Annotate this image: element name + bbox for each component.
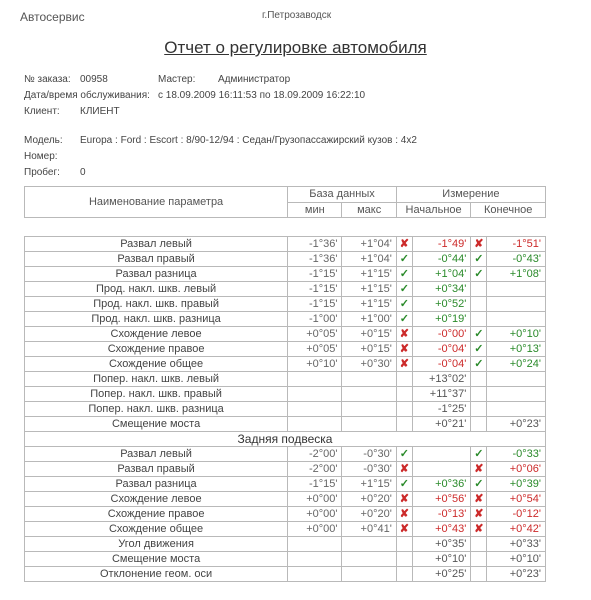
initial-value: +0°21' — [412, 417, 471, 432]
initial-mark: ✓ — [396, 282, 412, 297]
table-row — [25, 312, 546, 327]
final-value: -0°33' — [487, 447, 546, 462]
final-value: +0°23' — [487, 417, 546, 432]
table-row — [25, 282, 546, 297]
final-value: -0°43' — [487, 252, 546, 267]
table-row — [25, 252, 546, 267]
initial-value: +0°34' — [412, 282, 471, 297]
initial-mark: ✘ — [396, 492, 412, 507]
number-label: Номер: — [24, 151, 58, 162]
initial-value: -1°49' — [412, 237, 471, 252]
alignment-table — [24, 186, 546, 582]
db-min: -1°15' — [288, 477, 342, 492]
final-mark: ✘ — [471, 237, 487, 252]
db-min: +0°00' — [288, 522, 342, 537]
param-name: Прод. накл. шкв. разница — [25, 312, 288, 327]
db-max — [342, 552, 396, 567]
order-label: № заказа: — [24, 74, 71, 85]
client-label: Клиент: — [24, 106, 60, 117]
client-name: КЛИЕНТ — [80, 106, 120, 117]
db-max: +1°04' — [342, 252, 396, 267]
param-name: Отклонение геом. оси — [25, 567, 288, 582]
service-datetime: с 18.09.2009 16:11:53 по 18.09.2009 16:22:10 — [158, 90, 366, 101]
table-row — [25, 507, 546, 522]
db-max — [342, 537, 396, 552]
table-row — [25, 462, 546, 477]
final-mark: ✓ — [471, 252, 487, 267]
final-value: +0°42' — [487, 522, 546, 537]
initial-value: +0°43' — [412, 522, 471, 537]
master-name: Администратор — [218, 74, 291, 85]
initial-mark — [396, 567, 412, 582]
initial-value: -0°13' — [412, 507, 471, 522]
initial-mark — [396, 372, 412, 387]
table-row — [25, 267, 546, 282]
datetime-label: Дата/время обслуживания: — [24, 90, 150, 101]
city: г.Петрозаводск — [262, 10, 332, 21]
param-name: Угол движения — [25, 537, 288, 552]
db-min — [288, 402, 342, 417]
db-max — [342, 402, 396, 417]
initial-value: -0°04' — [412, 342, 471, 357]
final-mark — [471, 372, 487, 387]
initial-value: +0°25' — [412, 567, 471, 582]
db-min: +0°10' — [288, 357, 342, 372]
final-mark: ✘ — [471, 507, 487, 522]
db-min: -2°00' — [288, 447, 342, 462]
db-max: +1°04' — [342, 237, 396, 252]
initial-value: +0°52' — [412, 297, 471, 312]
model-label: Модель: — [24, 135, 63, 146]
param-name: Прод. накл. шкв. левый — [25, 282, 288, 297]
final-mark: ✓ — [471, 357, 487, 372]
param-name: Попер. накл. шкв. левый — [25, 372, 288, 387]
initial-mark: ✘ — [396, 462, 412, 477]
db-min — [288, 387, 342, 402]
col-min-header: мин — [288, 202, 342, 218]
initial-mark — [396, 552, 412, 567]
col-initial-header: Начальное — [396, 202, 471, 218]
param-name: Схождение общее — [25, 522, 288, 537]
master-label: Мастер: — [158, 74, 196, 85]
table-row — [25, 537, 546, 552]
db-max: +0°15' — [342, 327, 396, 342]
final-mark: ✓ — [471, 447, 487, 462]
db-min: -1°36' — [288, 252, 342, 267]
final-mark: ✓ — [471, 327, 487, 342]
param-name: Развал разница — [25, 267, 288, 282]
final-mark — [471, 417, 487, 432]
param-name: Развал левый — [25, 447, 288, 462]
param-name: Схождение общее — [25, 357, 288, 372]
db-min — [288, 417, 342, 432]
col-max-header: макс — [342, 202, 396, 218]
initial-value — [412, 447, 471, 462]
table-row — [25, 447, 546, 462]
db-min: -2°00' — [288, 462, 342, 477]
param-name: Развал правый — [25, 252, 288, 267]
db-max: +0°30' — [342, 357, 396, 372]
initial-mark: ✓ — [396, 267, 412, 282]
db-max: +0°20' — [342, 492, 396, 507]
db-max — [342, 372, 396, 387]
final-value: +0°33' — [487, 537, 546, 552]
initial-value: +0°36' — [412, 477, 471, 492]
db-max: -0°30' — [342, 447, 396, 462]
final-value — [487, 402, 546, 417]
param-name: Попер. накл. шкв. разница — [25, 402, 288, 417]
final-value — [487, 297, 546, 312]
final-value — [487, 312, 546, 327]
vehicle-model: Europa : Ford : Escort : 8/90-12/94 : Седан/Грузопассажирский кузов : 4x2 — [80, 135, 417, 146]
initial-mark: ✓ — [396, 297, 412, 312]
initial-value — [412, 462, 471, 477]
param-name: Схождение правое — [25, 342, 288, 357]
db-min: +0°00' — [288, 507, 342, 522]
initial-mark: ✓ — [396, 312, 412, 327]
initial-mark: ✘ — [396, 357, 412, 372]
final-mark: ✓ — [471, 477, 487, 492]
param-name: Схождение левое — [25, 327, 288, 342]
final-mark: ✓ — [471, 267, 487, 282]
final-mark: ✘ — [471, 492, 487, 507]
initial-value: +0°35' — [412, 537, 471, 552]
order-number: 00958 — [80, 74, 108, 85]
param-name: Попер. накл. шкв. правый — [25, 387, 288, 402]
final-value — [487, 387, 546, 402]
initial-value: +0°19' — [412, 312, 471, 327]
db-min: +0°05' — [288, 327, 342, 342]
db-min — [288, 537, 342, 552]
table-row — [25, 327, 546, 342]
db-max — [342, 387, 396, 402]
initial-value: -0°44' — [412, 252, 471, 267]
table-row — [25, 342, 546, 357]
db-max: +1°15' — [342, 267, 396, 282]
final-value: +0°13' — [487, 342, 546, 357]
final-value: -0°12' — [487, 507, 546, 522]
mileage-value: 0 — [80, 167, 86, 178]
final-mark: ✘ — [471, 522, 487, 537]
db-max: -0°30' — [342, 462, 396, 477]
initial-value: +11°37' — [412, 387, 471, 402]
final-mark — [471, 537, 487, 552]
final-value: +0°10' — [487, 552, 546, 567]
db-min — [288, 552, 342, 567]
table-row — [25, 492, 546, 507]
initial-mark — [396, 417, 412, 432]
param-name: Смещение моста — [25, 552, 288, 567]
table-row — [25, 477, 546, 492]
final-value: +0°54' — [487, 492, 546, 507]
param-name: Развал левый — [25, 237, 288, 252]
final-mark: ✘ — [471, 462, 487, 477]
db-min — [288, 567, 342, 582]
db-min: -1°15' — [288, 282, 342, 297]
initial-mark: ✘ — [396, 237, 412, 252]
final-mark — [471, 387, 487, 402]
final-mark — [471, 402, 487, 417]
final-value — [487, 282, 546, 297]
table-row — [25, 372, 546, 387]
db-max: +1°15' — [342, 282, 396, 297]
param-name: Схождение правое — [25, 507, 288, 522]
db-max — [342, 567, 396, 582]
final-value: +0°10' — [487, 327, 546, 342]
final-mark — [471, 552, 487, 567]
final-mark: ✓ — [471, 342, 487, 357]
initial-value: -0°04' — [412, 357, 471, 372]
param-name: Развал разница — [25, 477, 288, 492]
final-value: +0°06' — [487, 462, 546, 477]
initial-mark: ✘ — [396, 507, 412, 522]
initial-value: +1°04' — [412, 267, 471, 282]
db-min: +0°00' — [288, 492, 342, 507]
initial-mark: ✓ — [396, 252, 412, 267]
initial-mark: ✘ — [396, 327, 412, 342]
initial-value: +0°56' — [412, 492, 471, 507]
col-param-header: Наименование параметра — [25, 187, 288, 218]
db-min: -1°15' — [288, 267, 342, 282]
final-mark — [471, 297, 487, 312]
final-value: +1°08' — [487, 267, 546, 282]
db-min — [288, 372, 342, 387]
initial-value: +0°10' — [412, 552, 471, 567]
final-mark — [471, 312, 487, 327]
initial-mark — [396, 387, 412, 402]
db-max: +0°15' — [342, 342, 396, 357]
col-meas-header: Измерение — [396, 187, 545, 203]
param-name: Прод. накл. шкв. правый — [25, 297, 288, 312]
db-min: -1°00' — [288, 312, 342, 327]
page-title: Отчет о регулировке автомобиля — [164, 38, 427, 57]
initial-value: +13°02' — [412, 372, 471, 387]
col-final-header: Конечное — [471, 202, 546, 218]
rear-section-title: Задняя подвеска — [25, 432, 546, 447]
initial-mark: ✓ — [396, 477, 412, 492]
mileage-label: Пробег: — [24, 167, 60, 178]
table-row — [25, 357, 546, 372]
company-name: Автосервис — [20, 10, 85, 24]
db-max: +1°00' — [342, 312, 396, 327]
db-max: +0°41' — [342, 522, 396, 537]
initial-mark: ✘ — [396, 522, 412, 537]
db-max — [342, 417, 396, 432]
table-row — [25, 417, 546, 432]
table-row — [25, 522, 546, 537]
table-row — [25, 297, 546, 312]
db-max: +1°15' — [342, 477, 396, 492]
final-value: +0°24' — [487, 357, 546, 372]
final-mark — [471, 567, 487, 582]
db-min: -1°36' — [288, 237, 342, 252]
final-value — [487, 372, 546, 387]
db-min: +0°05' — [288, 342, 342, 357]
initial-value: -0°00' — [412, 327, 471, 342]
initial-value: -1°25' — [412, 402, 471, 417]
db-min: -1°15' — [288, 297, 342, 312]
param-name: Смещение моста — [25, 417, 288, 432]
final-value: -1°51' — [487, 237, 546, 252]
final-value: +0°23' — [487, 567, 546, 582]
table-row — [25, 387, 546, 402]
table-row — [25, 552, 546, 567]
db-max: +0°20' — [342, 507, 396, 522]
final-value: +0°39' — [487, 477, 546, 492]
initial-mark — [396, 537, 412, 552]
param-name: Развал правый — [25, 462, 288, 477]
initial-mark: ✓ — [396, 447, 412, 462]
table-row — [25, 567, 546, 582]
table-row — [25, 237, 546, 252]
db-max: +1°15' — [342, 297, 396, 312]
col-db-header: База данных — [288, 187, 397, 203]
initial-mark: ✘ — [396, 342, 412, 357]
final-mark — [471, 282, 487, 297]
param-name: Схождение левое — [25, 492, 288, 507]
initial-mark — [396, 402, 412, 417]
table-row — [25, 402, 546, 417]
